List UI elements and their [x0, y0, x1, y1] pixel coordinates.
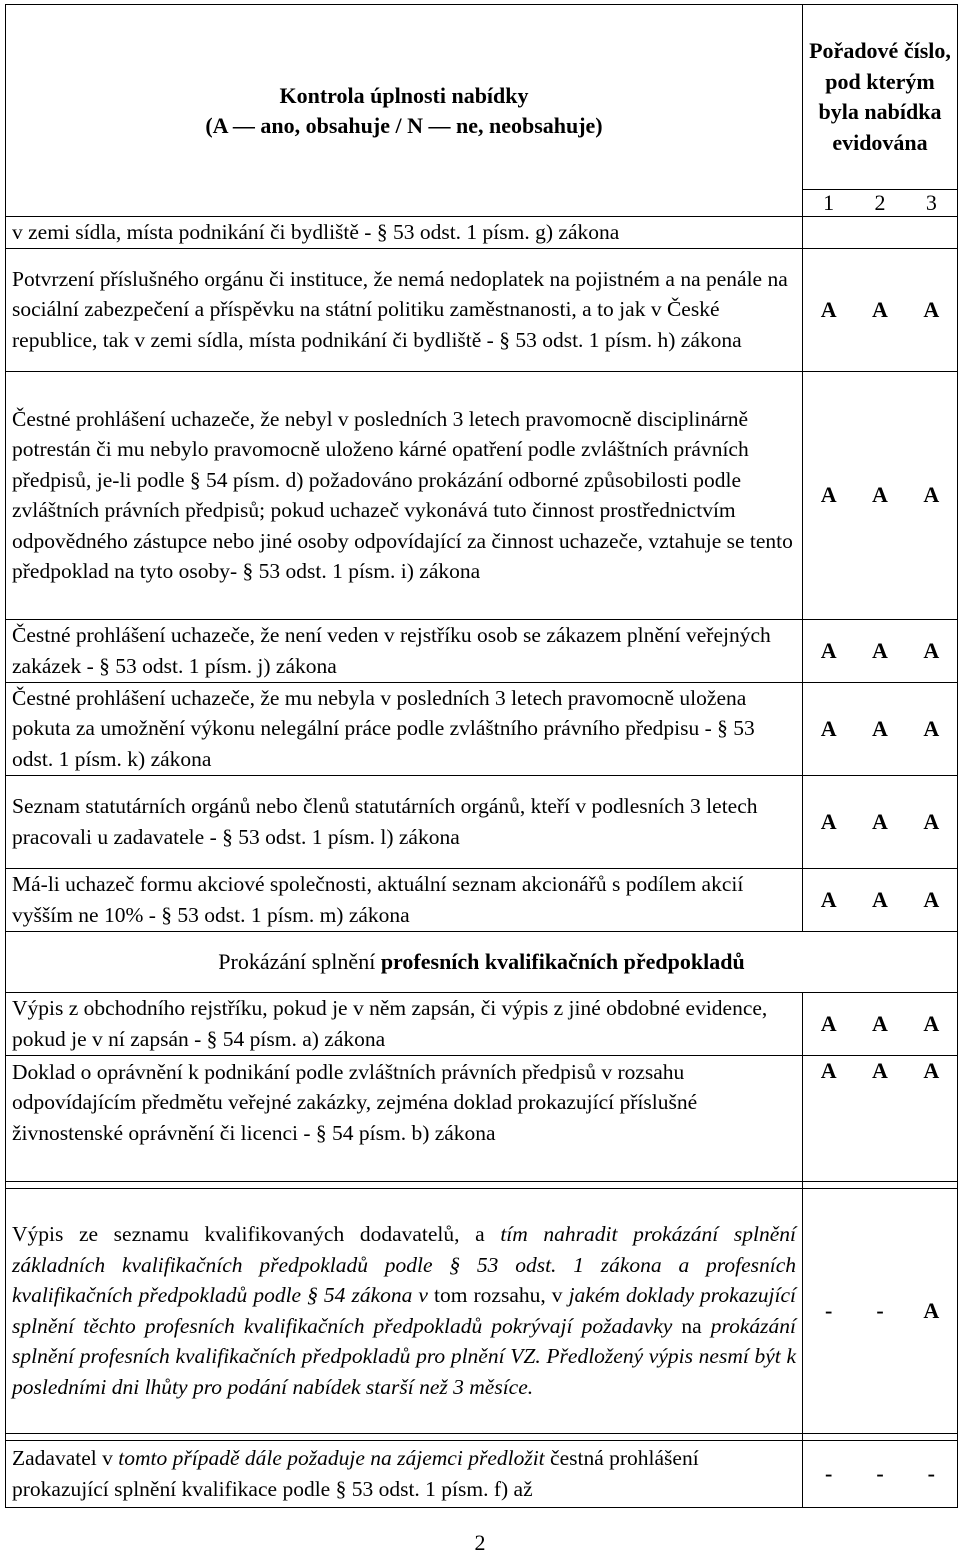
column-number: 2 [874, 190, 886, 215]
value-mark: - [824, 1460, 833, 1486]
page-number: 2 [474, 1530, 486, 1555]
table-row [6, 619, 958, 682]
table-row [6, 682, 958, 775]
table-row [6, 217, 958, 249]
section-heading-bold: profesních kvalifikačních předpokladů [380, 948, 745, 974]
table-row [6, 1188, 958, 1433]
value-mark: A [820, 637, 837, 663]
value-mark: A [923, 1297, 940, 1323]
values-cell [803, 217, 958, 249]
values-cell [803, 775, 958, 868]
order-number-label: Pořadové číslo, pod kterým byla nabídka evidována [809, 38, 951, 155]
table-row [6, 868, 958, 931]
requirement-text [6, 1440, 803, 1507]
affidavit-text-2: tomto případě dále požaduje na zájemci předložit [118, 1446, 551, 1470]
requirement-text: Doklad o oprávnění k podnikání podle zvláštních právních předpisů v rozsahu odpovídajícím předmětu veřejné zakázky, zejména doklad prokazující příslušné živnostenské oprávnění či licenci - § 54 písm. b) zákona [6, 1055, 803, 1181]
table-subtitle: (A — ano, obsahuje / N — ne, neobsahuje) [205, 112, 603, 138]
value-mark: - [824, 1297, 833, 1323]
value-mark: A [923, 1057, 940, 1083]
value-mark: A [820, 808, 837, 834]
value-mark: A [872, 808, 888, 834]
spacer-row [6, 1433, 958, 1440]
qualified-list-text-4: jakém doklady prokazující splnění těchto profesních kvalifikačních předpokladů pokrývají požadavky [12, 1283, 796, 1338]
value-mark: A [872, 886, 888, 912]
values-cell [803, 992, 958, 1055]
value-mark: A [923, 296, 940, 322]
requirement-text: Potvrzení příslušného orgánu či instituce, že nemá nedoplatek na pojistném a na penále na sociální zabezpečení a příspěvku na státní politiku zaměstnanosti, a to jak v České republice, tak v zemi sídla, místa podnikání či bydliště - § 53 odst. 1 písm. h) zákona [6, 248, 803, 371]
value-mark: A [923, 715, 940, 741]
values-cell [803, 248, 958, 371]
qualified-list-text-3: tom rozsahu, v [434, 1283, 569, 1307]
table-row [6, 775, 958, 868]
values-cell [803, 619, 958, 682]
values-cell [803, 1055, 958, 1181]
values-cell [803, 868, 958, 931]
value-mark: A [820, 1057, 837, 1083]
requirement-text: Čestné prohlášení uchazeče, že nebyl v posledních 3 letech pravomocně disciplinárně potrestán či mu nebylo pravomocně uloženo kárné opatření podle zvláštních právních předpisů, je-li podle § 54 písm. d) požadováno prokázání odborné způsobilosti podle zvláštních právních předpisů; pokud uchazeč vykonává tuto činnost prostřednictvím odpovědného zástupce nebo jiné osoby odpovídající za činnost uchazeče, vztahuje se tento předpoklad na tyto osoby- § 53 odst. 1 písm. i) zákona [6, 371, 803, 619]
section-heading-row [6, 931, 958, 992]
requirement-text: Seznam statutárních orgánů nebo členů statutárních orgánů, kteří v podlesních 3 letech pracovali u zadavatele - § 53 odst. 1 písm. l) zákona [6, 775, 803, 868]
table-row [6, 371, 958, 619]
column-numbers-cell [803, 190, 958, 217]
column-number: 3 [925, 190, 937, 215]
affidavit-text-1: Zadavatel v [12, 1446, 119, 1470]
value-mark: - [876, 1297, 884, 1323]
requirement-text: Čestné prohlášení uchazeče, že mu nebyla v posledních 3 letech pravomocně uložena pokuta za umožnění výkonu nelegální práce podle zvláštního právního předpisu - § 53 odst. 1 písm. k) zákona [6, 682, 803, 775]
value-mark: A [820, 715, 837, 741]
value-mark: A [923, 482, 940, 507]
order-number-header [803, 5, 958, 190]
table-title-cell [6, 5, 803, 217]
value-mark: A [923, 637, 940, 663]
affidavit-text-3: čestná prohlášení prokazující splnění kvalifikace podle § 53 odst. 1 písm. f) až [12, 1446, 699, 1501]
table-title: Kontrola úplnosti nabídky [279, 82, 529, 108]
value-mark: A [872, 715, 888, 741]
section-heading-prefix: Prokázání splnění [218, 948, 381, 974]
values-cell [803, 371, 958, 619]
value-mark: A [820, 886, 837, 912]
qualified-list-text-5: na [681, 1313, 711, 1338]
value-mark: A [872, 296, 888, 322]
value-mark: A [820, 296, 837, 322]
table-row [6, 992, 958, 1055]
values-cell [803, 682, 958, 775]
section-heading [6, 931, 958, 992]
qualified-list-text-2: tím nahradit prokázání splnění základních kvalifikačních předpokladů podle § 53 odst. 1 zákona a profesních kvalifikačních předpokladů podle § 54 zákona v [12, 1222, 796, 1307]
value-mark: A [923, 808, 940, 834]
values-cell [803, 1188, 958, 1433]
value-mark: A [872, 1057, 888, 1083]
requirement-text [6, 1188, 803, 1433]
value-mark: A [872, 1010, 888, 1036]
requirement-text: Má-li uchazeč formu akciové společnosti, aktuální seznam akcionářů s podílem akcií vyšším ne 10% - § 53 odst. 1 písm. m) zákona [6, 868, 803, 931]
requirement-text: v zemi sídla, místa podnikání či bydliště - § 53 odst. 1 písm. g) zákona [6, 217, 803, 249]
spacer-row [6, 1181, 958, 1188]
requirement-text: Výpis z obchodního rejstříku, pokud je v něm zapsán, či výpis z jiné obdobné evidence, pokud je v ní zapsán - § 54 písm. a) zákona [6, 992, 803, 1055]
value-mark: A [820, 1010, 837, 1036]
table-header-row [6, 5, 958, 190]
value-mark: - [927, 1460, 935, 1486]
table-row [6, 1055, 958, 1181]
offer-completeness-table [5, 4, 958, 1508]
value-mark: A [872, 482, 888, 507]
qualified-list-text-6: prokázání splnění profesních kvalifikačních předpokladů pro plnění VZ. Předložený výpis nesmí být k posledními dni lhůty pro podání nabídek starší než 3 měsíce. [12, 1313, 796, 1399]
values-cell [803, 1440, 958, 1507]
column-number: 1 [823, 190, 835, 215]
value-mark: - [876, 1460, 884, 1486]
table-row [6, 1440, 958, 1507]
table-row [6, 248, 958, 371]
value-mark: A [820, 482, 837, 507]
value-mark: A [923, 1010, 940, 1036]
qualified-list-text-1: Výpis ze seznamu kvalifikovaných dodavatelů, a [12, 1222, 501, 1246]
value-mark: A [872, 637, 888, 663]
requirement-text: Čestné prohlášení uchazeče, že není veden v rejstříku osob se zákazem plnění veřejných zakázek - § 53 odst. 1 písm. j) zákona [6, 619, 803, 682]
value-mark: A [923, 886, 940, 912]
